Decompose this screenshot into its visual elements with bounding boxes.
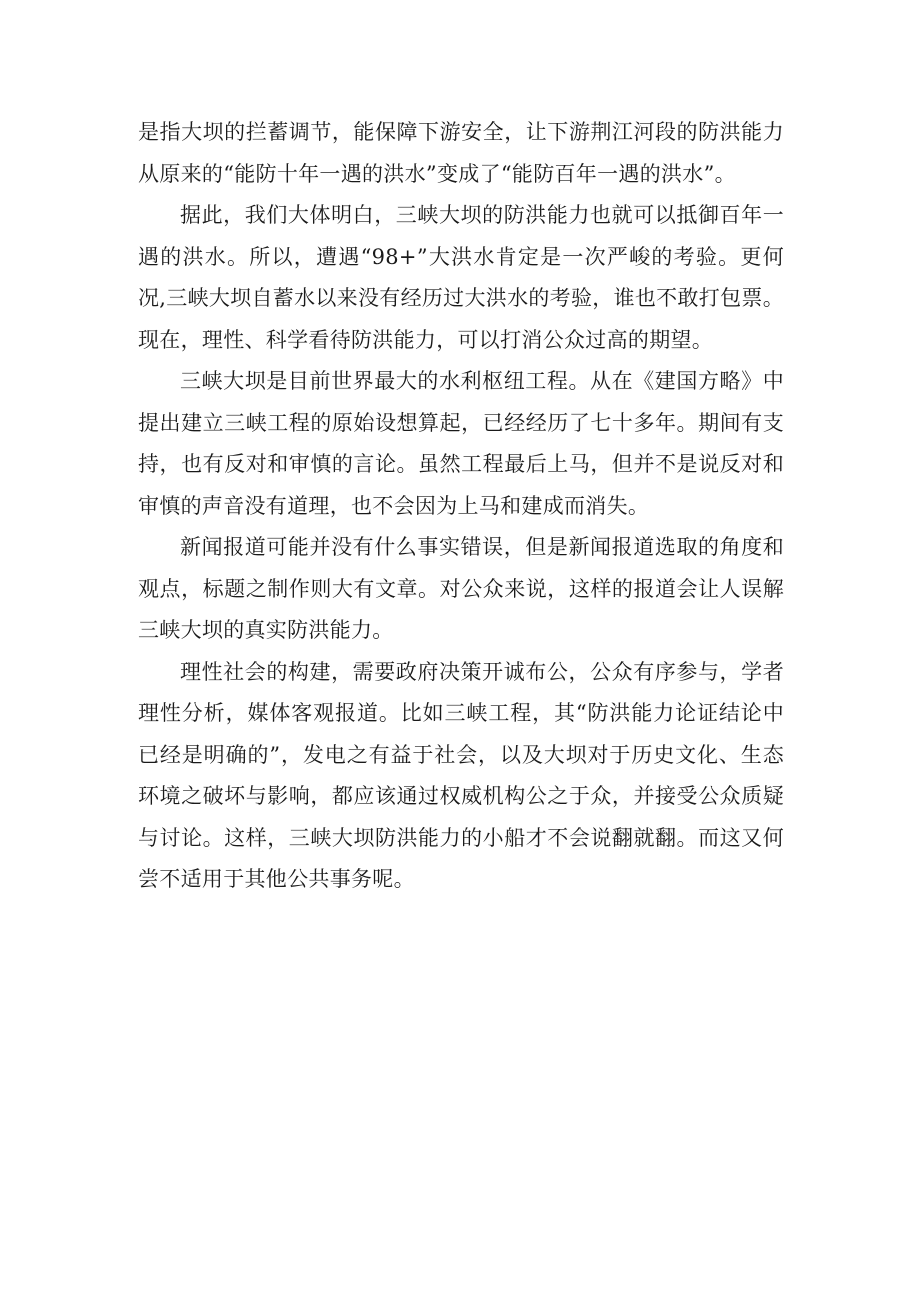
article-body bbox=[138, 112, 784, 901]
paragraph: 新闻报道可能并没有什么事实错误，但是新闻报道选取的角度和观点，标题之制作则大有文章。对公众来说，这样的报道会让人误解三峡大坝的真实防洪能力。 bbox=[138, 535, 784, 642]
paragraph: 据此，我们大体明白，三峡大坝的防洪能力也就可以抵御百年一遇的洪水。所以，遭遇“98+”大洪水肯定是一次严峻的考验。更何况,三峡大坝自蓄水以来没有经历过大洪水的考验，谁也不敢打包票。现在，理性、科学看待防洪能力，可以打消公众过高的期望。 bbox=[138, 203, 784, 352]
paragraph: 理性社会的构建，需要政府决策开诚布公，公众有序参与，学者理性分析，媒体客观报道。比如三峡工程，其“防洪能力论证结论中已经是明确的”，发电之有益于社会，以及大坝对于历史文化、生态环境之破坏与影响，都应该通过权威机构公之于众，并接受公众质疑与讨论。这样，三峡大坝防洪能力的小船才不会说翻就翻。而这又何尝不适用于其他公共事务呢。 bbox=[138, 659, 784, 891]
paragraph-continued: 是指大坝的拦蓄调节，能保障下游安全，让下游荆江河段的防洪能力从原来的“能防十年一遇的洪水”变成了“能防百年一遇的洪水”。 bbox=[138, 120, 784, 186]
paragraph: 三峡大坝是目前世界最大的水利枢纽工程。从在《建国方略》中提出建立三峡工程的原始设想算起，已经经历了七十多年。期间有支持，也有反对和审慎的言论。虽然工程最后上马，但并不是说反对和审慎的声音没有道理，也不会因为上马和建成而消失。 bbox=[138, 369, 784, 518]
